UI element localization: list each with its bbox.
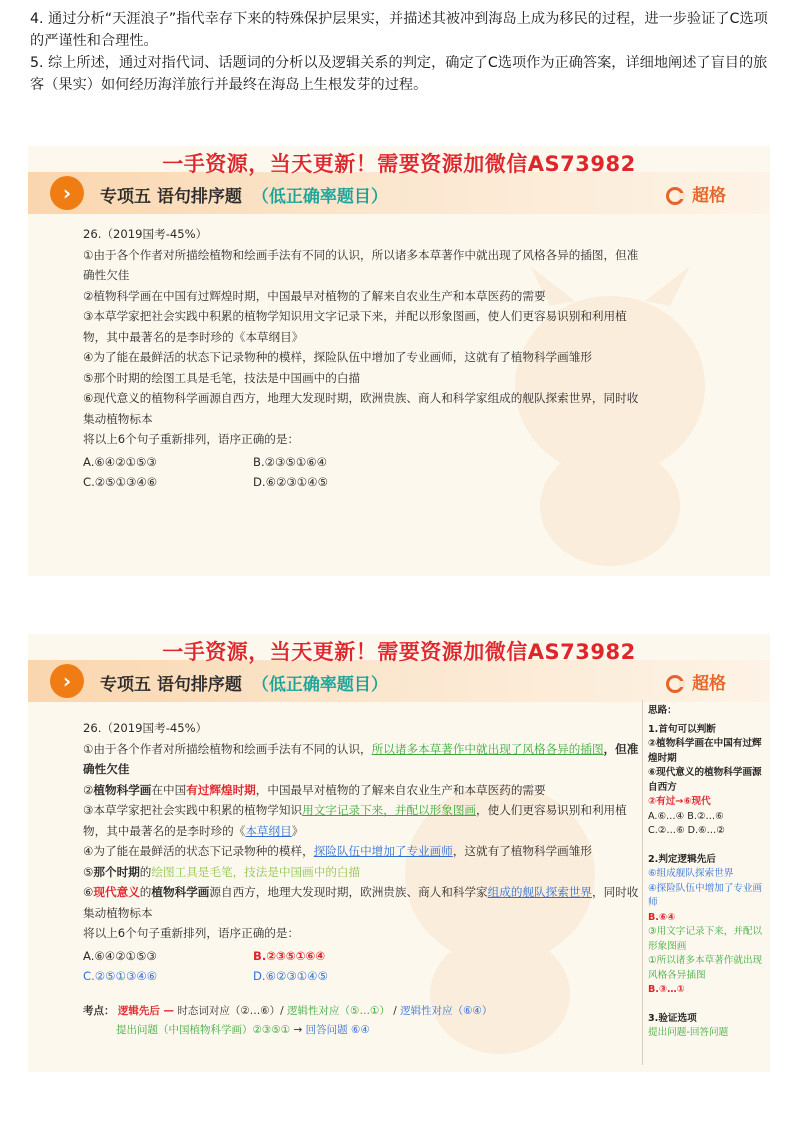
slide-header [28,660,770,702]
separator: / [389,1005,401,1017]
topic-subtitle: （低正确率题目） [251,675,388,695]
s3-book-title: 本草纲目 [245,823,292,838]
question-prompt: 将以上6个句子重新排列，语序正确的是： [83,926,300,940]
s5-plain: 的 [139,864,152,879]
sidebar-line: ③用文字记录下来，并配以形象图画 [648,926,763,952]
s5-circle: ⑤ [83,864,94,879]
s2-plain: 在中国 [151,782,187,797]
key-points [83,1002,492,1040]
sentence-2: ②植物科学画在中国有过辉煌时期，中国最早对植物的了解来自农业生产和本草医药的需要 [83,288,546,303]
option-c: C.②⑤①③④⑥ [83,475,158,489]
brand-logo [666,181,726,206]
option-c-marked: C.②⑤①③④⑥ [83,969,158,983]
logic-order: 逻辑先后 — [117,1005,174,1017]
s4-highlight-blue: 探险队伍中增加了专业画师 [313,844,453,858]
annotated-sentence-6 [83,882,648,923]
annotated-sentence-3 [83,800,648,841]
s6-highlight-red: 现代意义 [93,885,140,899]
sidebar-step-3: 3.验证选项 [648,1012,697,1024]
s3-plain: ③本草学家把社会实践中积累的植物学知识 [83,803,303,817]
brand-g-icon [666,187,684,205]
answer-question: 回答问题 ⑥④ [305,1024,370,1036]
option-d-marked: D.⑥②③①④⑤ [253,969,328,983]
reasoning-sidebar [648,700,766,1041]
option-b-marked: B.②③⑤①⑥④ [253,948,326,963]
option-d: D.⑥②③①④⑤ [253,475,328,489]
sidebar-line: ②有过→⑥现代 [648,796,711,807]
question-prompt: 将以上6个句子重新排列，语序正确的是： [83,432,300,446]
topic-subtitle: （低正确率题目） [251,187,388,207]
sidebar-line: ②植物科学画在中国有过辉煌时期 [648,738,762,764]
watermark-text: 一手资源，当天更新！需要资源加微信AS73982 [162,152,636,176]
annotated-sentence-1 [83,739,648,780]
s5-highlight-lightgreen: 绘图工具是毛笔，技法是中国画中的白描 [151,864,361,879]
sidebar-step-1: 1.首句可以判断 [648,723,716,735]
intro-text [30,8,775,96]
sidebar-line: B.⑥④ [648,911,676,923]
intro-paragraph-4: 4. 通过分析“天涯浪子”指代幸存下来的特殊保护层果实，并描述其被冲到海岛上成为移民的过程，进一步验证了C选项的严谨性和合理性。 [30,11,768,49]
slide-header [28,172,770,214]
s2-highlight-red: 有过辉煌时期 [186,782,256,797]
sentence-5: ⑤那个时期的绘图工具是毛笔，技法是中国画中的白描 [83,370,361,385]
s1-bold: ，但准确性欠佳 [83,741,639,776]
option-b: B.②③⑤①⑥④ [253,454,328,469]
topic-title [100,670,388,695]
annotated-sentence-5 [83,862,648,883]
s6-circle: ⑥ [83,885,94,899]
s1-plain: ①由于各个作者对所描绘植物和绘画手法有不同的认识， [83,741,372,756]
s2-bold: 植物科学画 [93,782,152,797]
brand-name: 超格 [692,186,726,206]
brand-logo [666,669,726,694]
annotated-question-block [83,718,648,987]
key-points-line-1 [83,1002,492,1021]
brand-name: 超格 [692,674,726,694]
watermark-text: 一手资源，当天更新！需要资源加微信AS73982 [162,640,636,664]
sidebar-title: 思路： [648,705,677,716]
topic-title [100,182,388,207]
s1-highlight-green: 所以诸多本草著作中就出现了风格各异的插图 [371,741,604,756]
options-grid [83,946,648,987]
s5-bold: 那个时期 [93,864,140,879]
sentence-4: ④为了能在最鲜活的状态下记录物种的模样，探险队伍中增加了专业画师，这就有了植物科学画雏形 [83,350,592,364]
chevron-right-icon: › [50,664,84,698]
key-points-line-2 [83,1021,492,1040]
logic-match-green: 逻辑性对应（⑤…①） [287,1005,390,1017]
question-number: 26.（2019国考-45%） [83,227,208,241]
s6-rest: ，同时收集动植物标本 [83,885,639,920]
s6-highlight-blue: 组成的舰队探索世界 [487,885,593,899]
s2-circle: ② [83,782,94,797]
s6-mid: 源自西方，地理大发现时期，欧洲贵族、商人和科学家 [209,885,488,899]
slide-analysis [28,634,770,1072]
option-a: A.⑥④②①⑤③ [83,948,157,963]
sidebar-line: A.⑥…④ B.②…⑥ [648,810,724,822]
options-grid [83,452,643,493]
question-number: 26.（2019国考-45%） [83,721,208,735]
sidebar-step-2: 2.判定逻辑先后 [648,853,716,865]
logic-match-blue: 逻辑性对应（⑥④） [400,1005,493,1017]
sidebar-line: 提出问题-回答问题 [648,1027,729,1038]
sidebar-line: B.③…① [648,984,685,995]
option-a: A.⑥④②①⑤③ [83,454,157,469]
sentence-6: ⑥现代意义的植物科学画源自西方，地理大发现时期，欧洲贵族、商人和科学家组成的舰队探索世界，同时收集动植物标本 [83,391,639,426]
topic-label: 专项五 语句排序题 [100,675,242,695]
raise-question: 提出问题（中国植物科学画）②③⑤① [116,1024,291,1036]
chevron-right-icon: › [50,176,84,210]
s2-rest: ，中国最早对植物的了解来自农业生产和本草医药的需要 [255,782,546,797]
annotated-sentence-4 [83,841,648,862]
s4-rest: ，这就有了植物科学画雏形 [452,844,592,858]
arrow: → [290,1024,306,1036]
brand-g-icon [666,675,684,693]
s6-bold: 植物科学画 [151,885,210,899]
annotated-sentence-2 [83,780,648,801]
sidebar-line: ①所以诸多本草著作就出现风格各异插图 [648,955,763,981]
sidebar-line: ⑥现代意义的植物科学画源自西方 [648,767,762,793]
tense-match: 时态词对应（②…⑥）/ [174,1005,288,1017]
sidebar-gap [648,839,766,849]
topic-label: 专项五 语句排序题 [100,187,242,207]
intro-paragraph-5: 5. 综上所述，通过对指代词、话题词的分析以及逻辑关系的判定，确定了C选项作为正确答案，详细地阐述了盲目的旅客（果实）如何经历海洋旅行并最终在海岛上生根发芽的过程。 [30,55,768,93]
key-points-label: 考点： [83,1005,115,1017]
sidebar-line: ⑥组成舰队探索世界 [648,868,734,879]
sentence-1: ①由于各个作者对所描绘植物和绘画手法有不同的认识，所以诸多本草著作中就出现了风格各异的插图，但准确性欠佳 [83,247,639,282]
sentence-3: ③本草学家把社会实践中积累的植物学知识用文字记录下来，并配以形象图画，使人们更容易识别和利用植物，其中最著名的是李时珍的《本草纲目》 [83,309,627,344]
question-block [83,224,643,493]
slide-question [28,146,770,576]
s3-highlight-green: 用文字记录下来，并配以形象图画 [302,803,477,817]
s4-plain: ④为了能在最鲜活的状态下记录物种的模样， [83,844,314,858]
sidebar-gap [648,998,766,1008]
sidebar-line: C.②…⑥ D.⑥…② [648,825,725,836]
sidebar-line: ④探险队伍中增加了专业画师 [648,882,763,908]
s3-close: 》 [291,823,304,838]
s3-rest: ，使人们更容易识别和利用植物，其中最著名的是李时珍的《 [83,803,627,838]
s6-plain: 的 [139,885,152,899]
